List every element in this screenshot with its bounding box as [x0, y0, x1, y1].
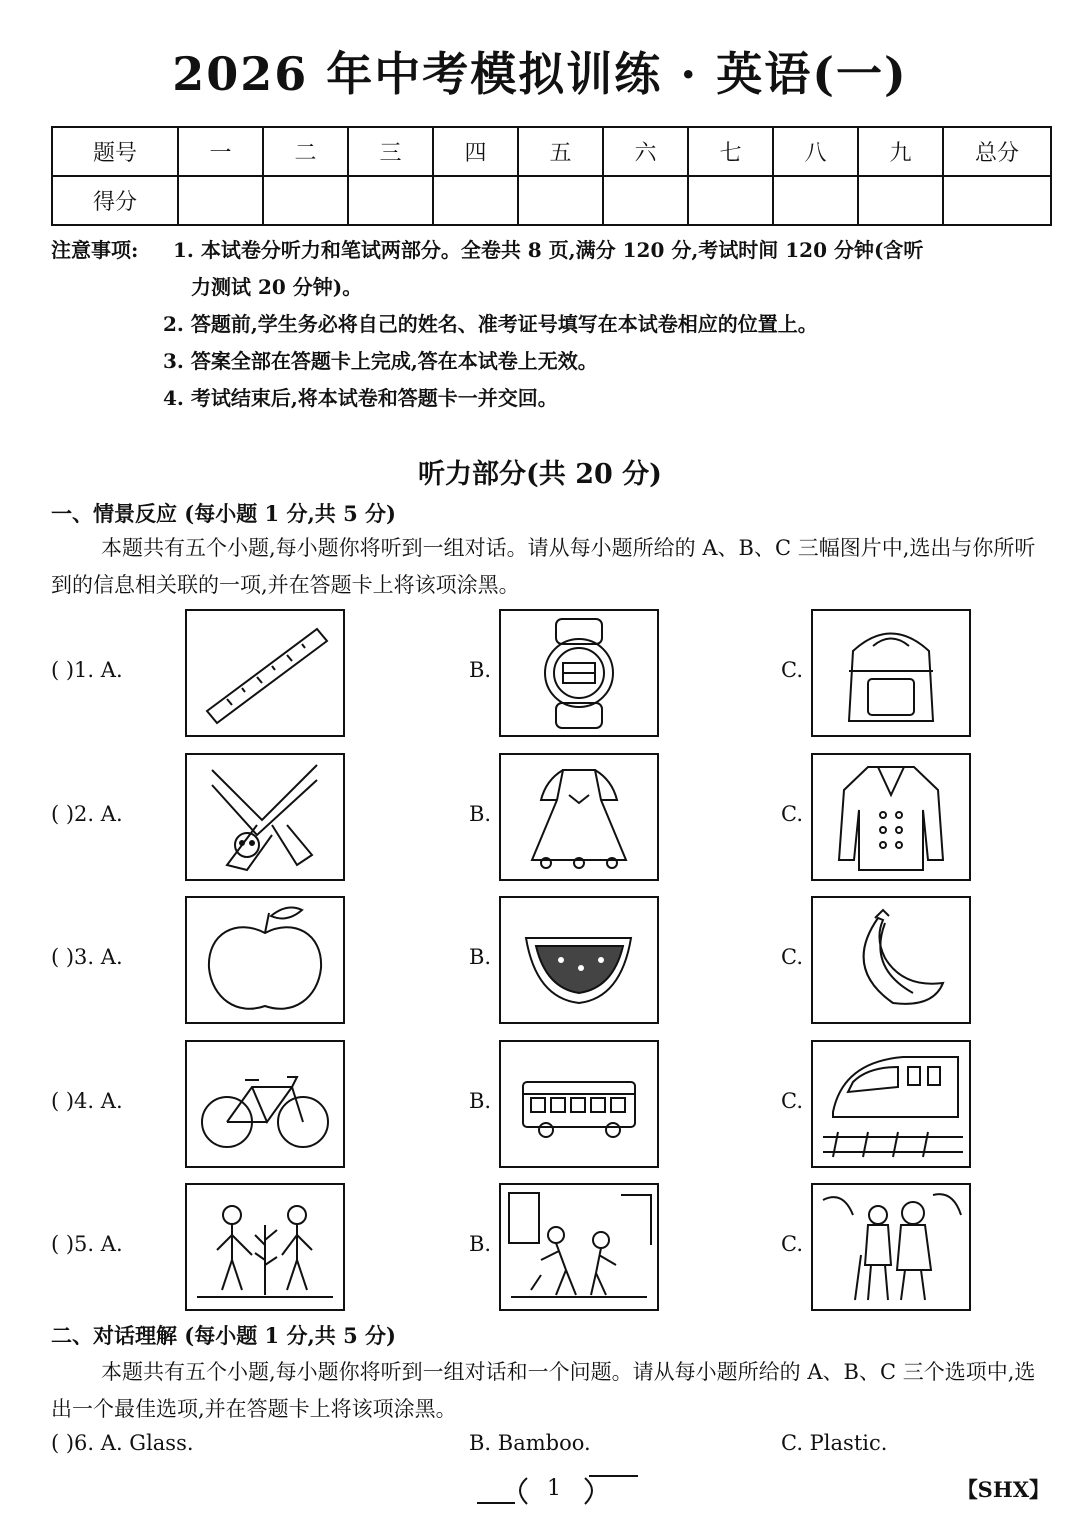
- listening-section-title: 听力部分(共 20 分): [418, 459, 662, 490]
- score-cell[interactable]: [263, 176, 348, 225]
- option-a-picture[interactable]: [185, 1040, 345, 1168]
- planting-trees-icon: [187, 1185, 343, 1309]
- score-header-cell: 五: [518, 127, 603, 176]
- score-cell[interactable]: [773, 176, 858, 225]
- part2-instructions: 本题共有五个小题,每小题你将听到一组对话和一个问题。请从每小题所给的 A、B、C 三个选项中,选出一个最佳选项,并在答题卡上将该项涂黑。: [51, 1360, 1036, 1421]
- option-c-picture[interactable]: [811, 1040, 971, 1168]
- ruler-icon: [187, 611, 343, 735]
- score-header-cell: 三: [348, 127, 433, 176]
- option-c-label: C.: [781, 802, 803, 826]
- notes-section: [51, 232, 1056, 417]
- note-item: 4. 考试结束后,将本试卷和答题卡一并交回。: [163, 386, 558, 410]
- dress-icon: [501, 755, 657, 879]
- option-b-picture[interactable]: [499, 753, 659, 881]
- part1-instructions: 本题共有五个小题,每小题你将听到一组对话。请从每小题所给的 A、B、C 三幅图片中,选出与你所听到的信息相关联的一项,并在答题卡上将该项涂黑。: [51, 536, 1036, 597]
- option-b-label: B.: [469, 1232, 492, 1256]
- note-item: 3. 答案全部在答题卡上完成,答在本试卷上无效。: [163, 349, 598, 373]
- score-header-cell: 总分: [943, 127, 1051, 176]
- option-c-label: C.: [781, 945, 803, 969]
- question-label: ( )1. A.: [51, 658, 123, 682]
- score-cell[interactable]: [178, 176, 263, 225]
- bicycle-icon: [187, 1042, 343, 1166]
- note-item: 1. 本试卷分听力和笔试两部分。全卷共 8 页,满分 120 分,考试时间 120 分钟(含听: [173, 238, 924, 262]
- part2-heading: 二、对话理解 (每小题 1 分,共 5 分): [51, 1323, 396, 1348]
- option-a-picture[interactable]: [185, 896, 345, 1024]
- question-6-option-b[interactable]: B. Bamboo.: [469, 1431, 591, 1455]
- question-label: ( )5. A.: [51, 1232, 123, 1256]
- option-c-label: C.: [781, 1232, 803, 1256]
- train-icon: [813, 1042, 969, 1166]
- score-header-cell: 二: [263, 127, 348, 176]
- option-a-picture[interactable]: [185, 609, 345, 737]
- score-cell[interactable]: [518, 176, 603, 225]
- score-header-cell: 题号: [52, 127, 178, 176]
- option-b-picture[interactable]: [499, 1040, 659, 1168]
- option-b-label: B.: [469, 802, 492, 826]
- note-item-continued: 力测试 20 分钟)。: [191, 275, 363, 299]
- score-header-cell: 九: [858, 127, 943, 176]
- score-table: [51, 126, 1052, 226]
- option-c-picture[interactable]: [811, 753, 971, 881]
- notes-label: 注意事项:: [51, 238, 139, 262]
- question-6-option-a[interactable]: ( )6. A. Glass.: [51, 1431, 194, 1455]
- page-number-decoration: [475, 1470, 640, 1510]
- question-label: ( )2. A.: [51, 802, 123, 826]
- part1-heading: 一、情景反应 (每小题 1 分,共 5 分): [51, 501, 396, 526]
- score-cell[interactable]: [688, 176, 773, 225]
- watermelon-icon: [501, 898, 657, 1022]
- option-b-picture[interactable]: [499, 1183, 659, 1311]
- score-cell[interactable]: [603, 176, 688, 225]
- option-a-picture[interactable]: [185, 1183, 345, 1311]
- cleaning-park-icon: [501, 1185, 657, 1309]
- score-header-cell: 七: [688, 127, 773, 176]
- page-number: 1: [547, 1476, 561, 1501]
- score-cell[interactable]: [348, 176, 433, 225]
- bus-icon: [501, 1042, 657, 1166]
- option-b-label: B.: [469, 1089, 492, 1113]
- watch-icon: [501, 611, 657, 735]
- option-c-picture[interactable]: [811, 1183, 971, 1311]
- score-header-cell: 六: [603, 127, 688, 176]
- score-table-score-row: [52, 176, 1051, 225]
- option-a-picture[interactable]: [185, 753, 345, 881]
- score-cell[interactable]: [433, 176, 518, 225]
- apple-icon: [187, 898, 343, 1022]
- score-header-cell: 一: [178, 127, 263, 176]
- option-b-picture[interactable]: [499, 609, 659, 737]
- option-b-label: B.: [469, 945, 492, 969]
- walking-elderly-icon: [813, 1185, 969, 1309]
- option-c-label: C.: [781, 658, 803, 682]
- option-c-picture[interactable]: [811, 609, 971, 737]
- score-header-cell: 八: [773, 127, 858, 176]
- banana-icon: [813, 898, 969, 1022]
- option-c-label: C.: [781, 1089, 803, 1113]
- score-header-cell: 四: [433, 127, 518, 176]
- option-c-picture[interactable]: [811, 896, 971, 1024]
- score-cell[interactable]: [858, 176, 943, 225]
- score-table-header-row: [52, 127, 1051, 176]
- question-label: ( )4. A.: [51, 1089, 123, 1113]
- question-label: ( )3. A.: [51, 945, 123, 969]
- note-item: 2. 答题前,学生务必将自己的姓名、准考证号填写在本试卷相应的位置上。: [163, 312, 818, 336]
- backpack-icon: [813, 611, 969, 735]
- exam-code: 【SHX】: [956, 1477, 1050, 1502]
- question-6-option-c[interactable]: C. Plastic.: [781, 1431, 888, 1455]
- score-row-label: 得分: [52, 176, 178, 225]
- exam-title: 2026 年中考模拟训练 · 英语(一): [172, 47, 908, 101]
- scarf-icon: [187, 755, 343, 879]
- option-b-picture[interactable]: [499, 896, 659, 1024]
- score-cell[interactable]: [943, 176, 1051, 225]
- option-b-label: B.: [469, 658, 492, 682]
- coat-icon: [813, 755, 969, 879]
